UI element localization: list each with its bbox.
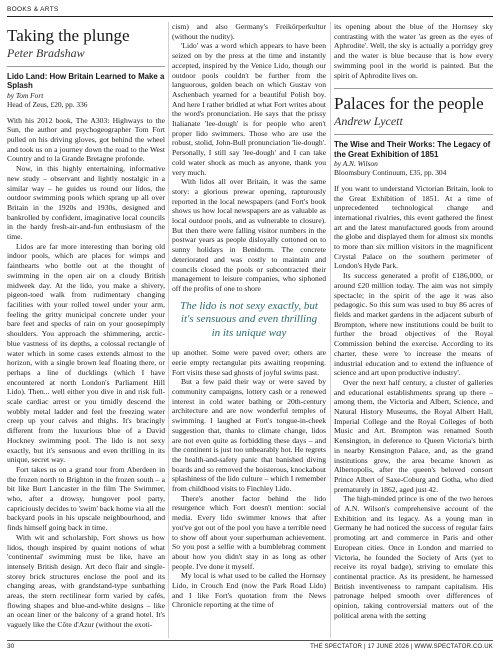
paragraph: 'Lido' was a word which appears to have been seized on by the press at the time and instantly accepted, inspired by the Venice Lido, though our outdoor pools couldn't be further from the languorous, golden beach on which Gustav von Aschenbach yearned for a beautiful Polish boy. And here I rather bridled at what Fort writes about the word's pronunciation. He says that the prissy Italianate 'lee-dough' is for people who aren't proper lido swimmers. Those who are use the robust, stolid, John-Bull pronunciation 'lie-dough'. Personally, I still say 'lee-dough' and I can take cold water shock as much as anyone, thank you very much. bbox=[172, 41, 326, 177]
paragraph: Now, in this highly entertaining, informative new study – observant and lightly nostalgic in a similar way – he guides us round our lidos, the outdoor swimming pools which sprang up all over Britain in the 1920s and 1930s, designed and bankrolled by confident, imaginative local councils in the hardy fresh-air-and-fun enthusiasm of the time. bbox=[7, 164, 165, 242]
paragraph: With lidos all over Britain, it was the same story: a glorious prewar opening, rapturously reported in the local newspapers (and Fort's book shows us how local newspapers are as valuable as local outdoor pools, and as vulnerable to closure). But then there were falling visitor numbers in the postwar years as people disloyally cottoned on to sunny holidays in Benidorm. The concrete deteriorated and was costly to maintain and councils closed the pools or subcontracted their management to leisure companies, who siphoned off the profits of one to shore bbox=[172, 177, 326, 293]
publication-footer: THE SPECTATOR | 17 JUNE 2026 | WWW.SPECTATOR.CO.UK bbox=[310, 644, 493, 650]
divider bbox=[334, 88, 493, 89]
column-divider bbox=[330, 22, 331, 638]
column3 bbox=[334, 22, 493, 638]
article1-column2 bbox=[172, 22, 326, 638]
article2-author: Andrew Lycett bbox=[334, 114, 403, 129]
pull-quote: The lido is not sexy exactly, but it's sensuous and even thrilling in its unique way bbox=[180, 299, 318, 339]
paragraph: My local is what used to be called the Hornsey Lido, in Crouch End (now the Park Road Lido) and I like Fort's quotation from the News Chronicle reporting at the time of bbox=[172, 571, 326, 610]
paragraph: The high-minded prince is one of the two heroes of A.N. Wilson's comprehensive account of the Exhibition and its legacy. As a young man in Germany he had noticed the success of regular fairs promoting art and commerce in Paris and other European cities. Once in London and married to Victoria, he founded the Society of Arts (yet to receive its royal badge), striving to emulate this continental practice. As its president, he harnessed British inventiveness to rampant capitalism. His patronage helped smooth over differences of opinion, taking controversial matters out of the political arena with the setting bbox=[334, 494, 493, 620]
divider bbox=[334, 134, 493, 135]
article2-book-publisher: Bloomsbury Continuum, £35, pp. 304 bbox=[334, 168, 447, 178]
article1-author: Peter Bradshaw bbox=[7, 46, 85, 60]
column-divider bbox=[168, 22, 169, 638]
paragraph: up another. Some were paved over; others are eerie empty rectangular pits awaiting reopening. Fort visits these sad ghosts of joyful swims past. bbox=[172, 348, 326, 377]
article2-book-title: The Wise and Their Works: The Legacy of the Great Exhibition of 1851 bbox=[334, 140, 491, 159]
page-number: 30 bbox=[7, 643, 15, 650]
paragraph: There's another factor behind the lido resurgence which Fort doesn't mention: social media. Every lido swimmer knows that after you've got out of the pool you have a terrible need to show off about your superhuman achievement. So you post a selfie with a bumblebrag comment about how you didn't stay in as long as other people. I've done it myself. bbox=[172, 493, 326, 571]
header-rule bbox=[7, 16, 493, 17]
footer-rule bbox=[7, 640, 493, 641]
article1-book-publisher: Head of Zeus, £20, pp. 336 bbox=[7, 100, 88, 110]
section-label: BOOKS & ARTS bbox=[7, 6, 59, 13]
paragraph: If you want to understand Victorian Britain, look to the Great Exhibition of 1851. At a time of unprecedented technological change and international rivalries, this event gathered the finest art and the latest manufactured goods from around the globe and displayed them for almost six months to more than six million visitors in the magnificent Crystal Palace on the southern perimeter of London's Hyde Park. bbox=[334, 183, 493, 271]
paragraph: With wit and scholarship, Fort shows us how lidos, though inspired by quaint notions of what 'continental' swimming must be like, have an intensely British design. Art deco flair and single-storey brick structures enclose the pool and its changing areas, with grandstand-type sunbathing areas, the stern rectilinear form varied by cafés, flowing shapes and blue-and-white designs – like an ocean liner or the balcony of a grand hotel. It's vaguely like the Côte d'Azur (without the exoti- bbox=[7, 532, 165, 630]
paragraph: Fort takes us on a grand tour from Aberdeen in the frozen north to Brighton in the frozen south – a bit like Burt Lancaster in the film The Swimmer, who, after a drowsy, hungover pool party, capriciously decides to 'swim' back home via all the backyard pools in his upscale neighbourhood, and finds himself going back in time. bbox=[7, 464, 165, 533]
paragraph: cism) and also Germany's Freikörperkultur (without the nudity). bbox=[172, 22, 326, 41]
paragraph: Over the next half century, a cluster of galleries and educational establishments sprang up there – among them, the Victoria and Albert, Science, and Natural History Museums, the Royal Albert Hall, Imperial College and the Royal Colleges of both Music and Art. Brompton was renamed South Kensington, in deference to Queen Victoria's birth in nearby Kensington Palace, and, as the grand institutions grew, the area became known as Albertopolis, after the queen's beloved consort Prince Albert of Saxe-Coburg and Gotha, who died prematurely in 1862, aged just 42. bbox=[334, 377, 493, 494]
paragraph: its opening about the blue of the Hornsey sky contrasting with the water 'as green as the eyes of Aphrodite'. Well, the sky is actually a porridgy grey and the water is blue because that is how every swimming pool in the world is painted. But the spirit of Aphrodite lives on. bbox=[334, 22, 493, 80]
article1-book-title: Lido Land: How Britain Learned to Make a Splash bbox=[7, 72, 165, 91]
article2-book-author: by A.N. Wilson bbox=[334, 159, 378, 169]
paragraph: With his 2012 book, The A303: Highways to the Sun, the author and psychogeographer Tom Fort pulled on his driving gloves, got behind the wheel and took us on a journey down the road to the West Country and to la Grande Bretagne profonde. bbox=[7, 115, 165, 164]
article1-column1 bbox=[7, 22, 165, 638]
article1-title: Taking the plunge bbox=[7, 26, 130, 45]
paragraph: Its success generated a profit of £186,000, or around £20 million today. The aim was not simply spectacle; in the spirit of the age it was also pedagogic. So this sum was used to buy 86 acres of fields and market gardens in the adjacent suburb of Brompton, where new institutions could be built to further the broad objectives of the Royal Commission behind the exercise. According to its charter, these were 'to increase the means of industrial education and to extend the influence of science and art upon productive industry'. bbox=[334, 271, 493, 378]
article1-book-author: by Tom Fort bbox=[7, 90, 44, 100]
article2-title: Palaces for the people bbox=[334, 94, 484, 114]
paragraph: But a few paid their way or were saved by community campaigns, lottery cash or a renewed interest in cold water bathing or 20th-century architecture and are now wonderful temples of swimming. I laughed at Fort's tongue-in-cheek suggestion that, thanks to climate change, lidos are not even quite as forbidding these days – and the continent is just too unbearably hot. He regrets the health-and-safety panic that banished diving boards and so removed the boisterous, knockabout splashiness of the lido culture – which I remember from childhood visits to Finchley Lido. bbox=[172, 377, 326, 494]
divider bbox=[7, 66, 165, 67]
paragraph: Lidos are far more interesting than boring old indoor pools, which are places for wimps and fainthearts who bottle out at the thought of swimming in the open air on a cloudy British midweek day. At the lido, you make a shivery, pigeon-toed walk from rudimentary changing facilities with your rolled towel under your arm, feeling the gritty municipal concrete under your bare feet and specks of rain on your goosepimply shoulders. You approach the shimmering, arctic-blue vastness of its depths, a colossal rectangle of water which in some cases extends almost to the horizon, with a single brown leaf floating there, or perhaps a line of ducklings (which I have encountered at north London's Parliament Hill Lido). Then... well either you dive in and risk full-scale cardiac arrest or you timidly descend the wobbly metal ladder and feel the freezing water creep up your calves and thighs. It's bracingly different from the luxurious blue of a David Hockney swimming pool. The lido is not sexy exactly, but it's sensuous and even thrilling in its unique, secret way. bbox=[7, 241, 165, 465]
